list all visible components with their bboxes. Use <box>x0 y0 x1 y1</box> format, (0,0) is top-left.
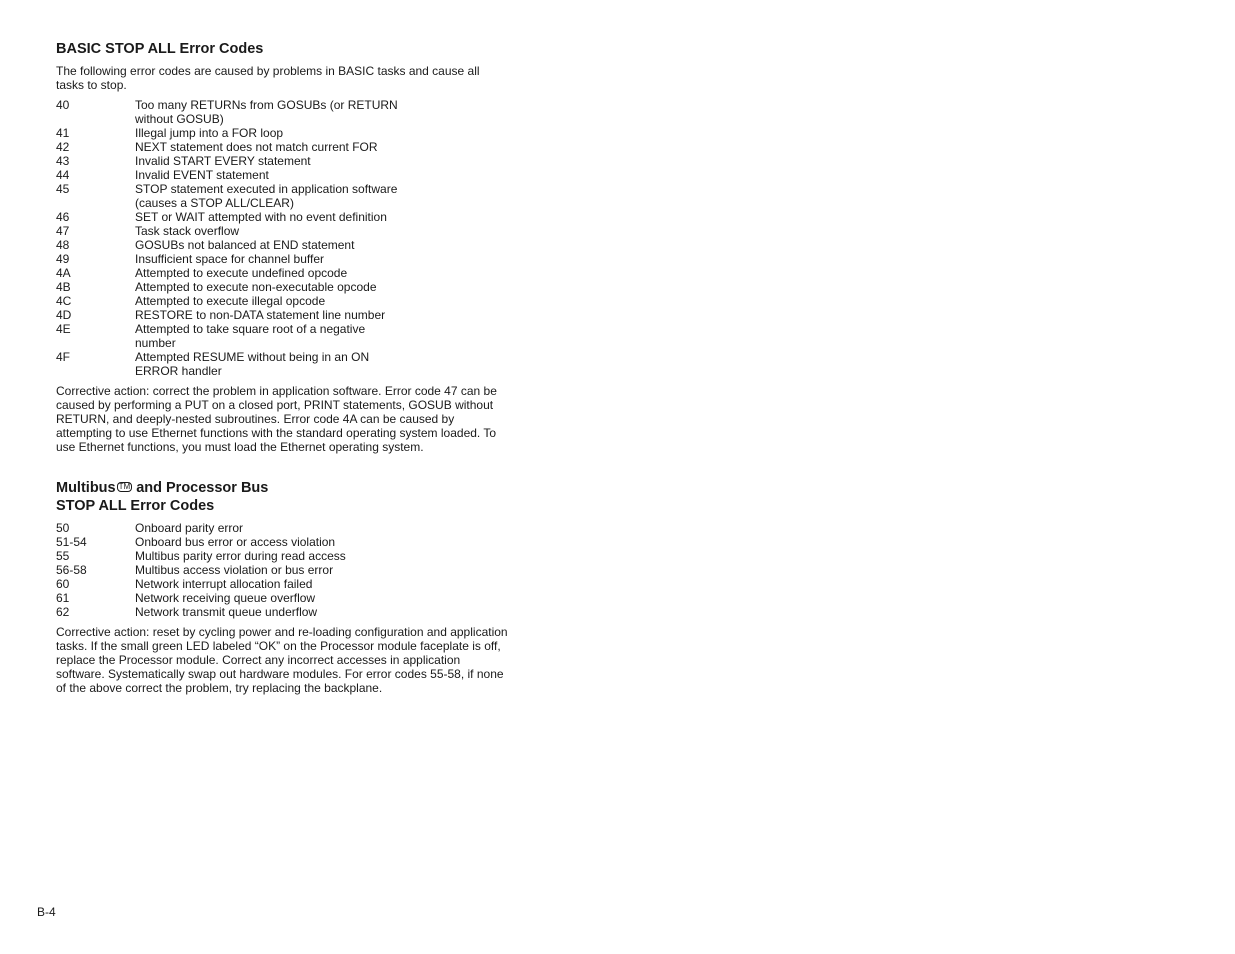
error-description: Attempted to execute undefined opcode <box>135 266 348 280</box>
error-code-row <box>56 98 508 126</box>
error-code: 4B <box>56 280 71 294</box>
error-code-row <box>56 126 508 140</box>
page-number: B-4 <box>37 905 56 919</box>
error-description: Attempted to execute illegal opcode <box>135 294 326 308</box>
error-description: SET or WAIT attempted with no event definition <box>135 210 387 224</box>
error-code-row <box>56 308 508 322</box>
error-code-row <box>56 350 508 378</box>
error-description: Attempted to execute non-executable opcode <box>135 280 377 294</box>
error-code: 4A <box>56 266 71 280</box>
error-description: Onboard bus error or access violation <box>135 535 336 549</box>
error-code: 45 <box>56 182 70 196</box>
error-code: 41 <box>56 126 70 140</box>
section-title-multibus <box>56 479 508 515</box>
error-code: 4F <box>56 350 71 364</box>
error-code: 62 <box>56 605 70 619</box>
error-code-row <box>56 154 508 168</box>
error-description: Multibus access violation or bus error <box>135 563 334 577</box>
error-code: 4D <box>56 308 72 322</box>
error-code-row <box>56 563 508 577</box>
error-code-list-multibus <box>56 521 508 619</box>
error-code: 4E <box>56 322 71 336</box>
error-code-row <box>56 605 508 619</box>
section-title-basic-stop-all: BASIC STOP ALL Error Codes <box>56 41 264 57</box>
error-description: Network interrupt allocation failed <box>135 577 313 591</box>
error-code-row <box>56 182 508 210</box>
error-code: 51-54 <box>56 535 87 549</box>
error-description: Task stack overflow <box>135 224 240 238</box>
error-code: 46 <box>56 210 70 224</box>
error-description: Attempted to take square root of a negative number <box>135 322 366 350</box>
error-code-row <box>56 210 508 224</box>
error-code: 55 <box>56 549 70 563</box>
error-code-row <box>56 322 508 350</box>
error-code-row <box>56 535 508 549</box>
error-code: 47 <box>56 224 70 238</box>
error-code-row <box>56 168 508 182</box>
error-code-row <box>56 294 508 308</box>
error-code: 44 <box>56 168 70 182</box>
error-code-row <box>56 549 508 563</box>
error-code: 49 <box>56 252 70 266</box>
title-part: Multibus <box>56 480 116 496</box>
corrective-action-multibus: Corrective action: reset by cycling power and re-loading configuration and application tasks. If the small green LED labeled “OK” on the Processor module faceplate is off, replace the Processor module. Correct any incorrect accesses in application software. Systematically swap out hardware modules. For error codes 55-58, if none of the above correct the problem, try replacing the backplane. <box>56 625 508 695</box>
error-code: 4C <box>56 294 72 308</box>
error-description: Multibus parity error during read access <box>135 549 346 563</box>
error-description: Invalid EVENT statement <box>135 168 269 182</box>
corrective-action-basic: Corrective action: correct the problem in application software. Error code 47 can be caused by performing a PUT on a closed port, PRINT statements, GOSUB without RETURN, and deeply-nested subroutines. Error code 4A can be caused by attempting to use Ethernet functions with the standard operating system loaded. To use Ethernet functions, you must load the Ethernet operating system. <box>56 384 497 454</box>
error-code-row <box>56 266 508 280</box>
error-code: 40 <box>56 98 70 112</box>
section-multibus <box>56 479 508 695</box>
error-description: Illegal jump into a FOR loop <box>135 126 284 140</box>
error-description: Insufficient space for channel buffer <box>135 252 325 266</box>
error-code-row <box>56 238 508 252</box>
error-code: 48 <box>56 238 70 252</box>
section-intro: The following error codes are caused by problems in BASIC tasks and cause all tasks to stop. <box>56 64 480 92</box>
error-code: 43 <box>56 154 70 168</box>
error-code-row <box>56 280 508 294</box>
error-description: Network receiving queue overflow <box>135 591 316 605</box>
error-description: Attempted RESUME without being in an ON ERROR handler <box>135 350 370 378</box>
title-part: and Processor Bus <box>132 480 269 496</box>
error-code: 60 <box>56 577 70 591</box>
error-code: 42 <box>56 140 70 154</box>
error-code-row <box>56 140 508 154</box>
error-description: Network transmit queue underflow <box>135 605 318 619</box>
error-code-row <box>56 224 508 238</box>
error-code-row <box>56 252 508 266</box>
error-code-row <box>56 577 508 591</box>
error-code: 56-58 <box>56 563 87 577</box>
error-description: STOP statement executed in application software (causes a STOP ALL/CLEAR) <box>135 182 398 210</box>
error-description: Invalid START EVERY statement <box>135 154 311 168</box>
error-code-row <box>56 521 508 535</box>
trademark-symbol: TM <box>118 482 131 491</box>
error-code-row <box>56 591 508 605</box>
error-code: 61 <box>56 591 70 605</box>
error-description: GOSUBs not balanced at END statement <box>135 238 355 252</box>
page-content <box>56 40 508 695</box>
error-code: 50 <box>56 521 70 535</box>
error-description: Onboard parity error <box>135 521 244 535</box>
title-line-2: STOP ALL Error Codes <box>56 498 215 514</box>
error-description: Too many RETURNs from GOSUBs (or RETURN without GOSUB) <box>135 98 398 126</box>
error-code-list-basic <box>56 98 508 378</box>
error-description: NEXT statement does not match current FOR <box>135 140 378 154</box>
error-description: RESTORE to non-DATA statement line number <box>135 308 386 322</box>
